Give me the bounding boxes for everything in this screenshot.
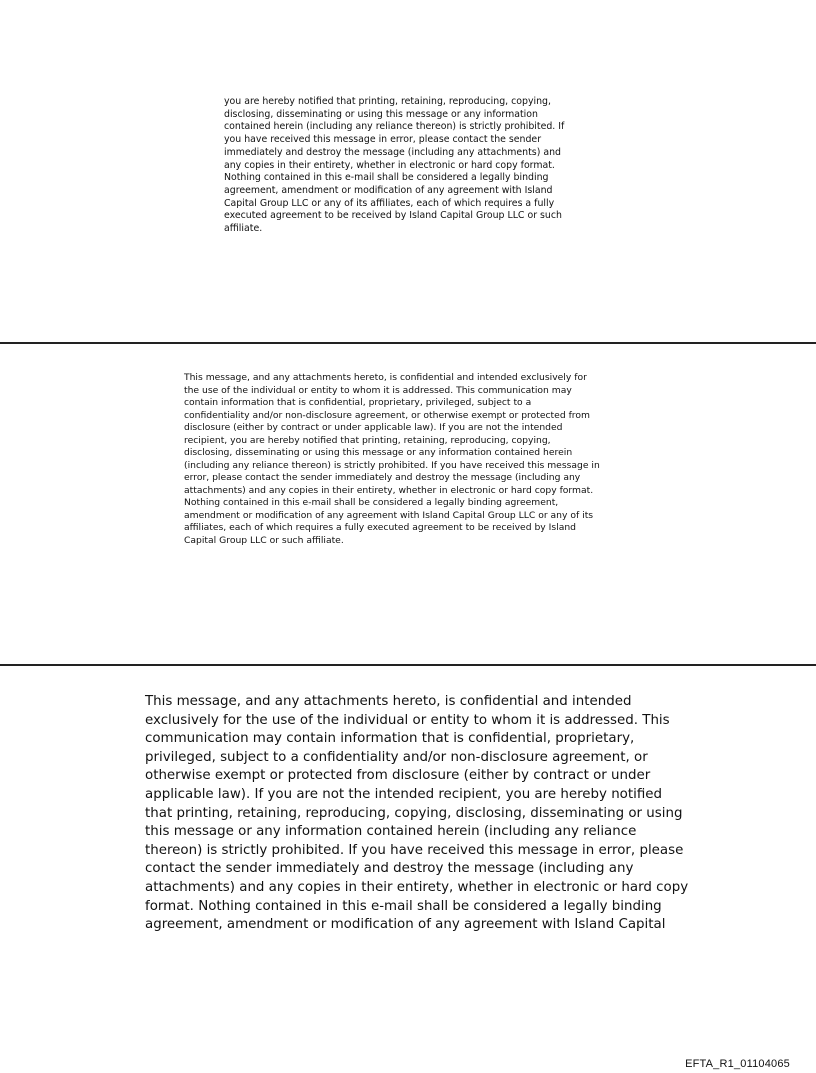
disclaimer-line: this message or any information contained herein (including any reliance (145, 824, 637, 840)
disclaimer-block-3 (145, 693, 688, 935)
disclaimer-line: format. Nothing contained in this e-mail shall be considered a legally binding (145, 898, 662, 914)
disclaimer-line: executed agreement to be received by Island Capital Group LLC or such (224, 210, 562, 222)
disclaimer-line: affiliates, each of which requires a fully executed agreement to be received by Island (184, 522, 576, 533)
disclaimer-line: contain information that is confidential, proprietary, privileged, subject to a (184, 397, 532, 408)
disclaimer-line: privileged, subject to a confidentiality and/or non-disclosure agreement, or (145, 749, 648, 765)
disclaimer-line: disclosure (either by contract or under applicable law). If you are not the intended (184, 422, 563, 433)
disclaimer-block-1 (224, 96, 564, 236)
disclaimer-line: contained herein (including any reliance thereon) is strictly prohibited. If (224, 121, 565, 133)
disclaimer-line: disclosing, disseminating or using this message or any information (224, 108, 538, 120)
disclaimer-line: Capital Group LLC or any of its affiliates, each of which requires a fully (224, 197, 555, 209)
document-id-footer: EFTA_R1_01104065 (685, 1058, 790, 1070)
disclaimer-line: that printing, retaining, reproducing, copying, disclosing, disseminating or using (145, 805, 683, 821)
disclaimer-block-2 (184, 372, 600, 547)
disclaimer-line: affiliate. (224, 223, 263, 235)
disclaimer-line: applicable law). If you are not the intended recipient, you are hereby notified (145, 786, 663, 802)
disclaimer-line: any copies in their entirety, whether in electronic or hard copy format. (224, 159, 555, 171)
disclaimer-line: you are hereby notified that printing, retaining, reproducing, copying, (224, 96, 551, 107)
disclaimer-line: immediately and destroy the message (including any attachments) and (224, 146, 561, 158)
disclaimer-line: recipient, you are hereby notified that printing, retaining, reproducing, copying, (184, 434, 551, 446)
disclaimer-line: disclosing, disseminating or using this message or any information contained herein (184, 447, 573, 458)
disclaimer-line: agreement, amendment or modification of any agreement with Island (224, 184, 553, 196)
disclaimer-line: Capital Group LLC or such affiliate. (184, 534, 344, 546)
disclaimer-line: confidentiality and/or non-disclosure agreement, or otherwise exempt or protected from (184, 409, 590, 421)
disclaimer-line: you have received this message in error, please contact the sender (224, 134, 542, 146)
disclaimer-line: (including any reliance thereon) is strictly prohibited. If you have received this message in (184, 459, 600, 471)
disclaimer-line: Nothing contained in this e-mail shall be considered a legally binding (224, 172, 549, 184)
disclaimer-line: amendment or modification of any agreement with Island Capital Group LLC or any of its (184, 509, 594, 521)
disclaimer-line: otherwise exempt or protected from disclosure (either by contract or under (145, 768, 651, 784)
divider-line (0, 342, 816, 344)
disclaimer-line: contact the sender immediately and destroy the message (including any (145, 861, 634, 877)
disclaimer-line: error, please contact the sender immediately and destroy the message (including any (184, 472, 581, 483)
disclaimer-line: agreement, amendment or modification of any agreement with Island Capital (145, 917, 666, 933)
disclaimer-line: attachments) and any copies in their entirety, whether in electronic or hard copy format. (184, 484, 594, 496)
disclaimer-line: This message, and any attachments hereto, is confidential and intended (145, 694, 632, 709)
disclaimer-line: communication may contain information that is confidential, proprietary, (145, 731, 635, 747)
disclaimer-line: thereon) is strictly prohibited. If you have received this message in error, please (145, 842, 684, 858)
disclaimer-line: attachments) and any copies in their entirety, whether in electronic or hard copy (145, 879, 689, 895)
disclaimer-line: Nothing contained in this e-mail shall be considered a legally binding agreement, (184, 497, 559, 508)
disclaimer-line: the use of the individual or entity to whom it is addressed. This communication may (184, 384, 572, 396)
disclaimer-line: exclusively for the use of the individual or entity to whom it is addressed. This (145, 712, 670, 728)
disclaimer-line: This message, and any attachments hereto, is confidential and intended exclusively for (184, 372, 587, 383)
divider-line (0, 664, 816, 666)
